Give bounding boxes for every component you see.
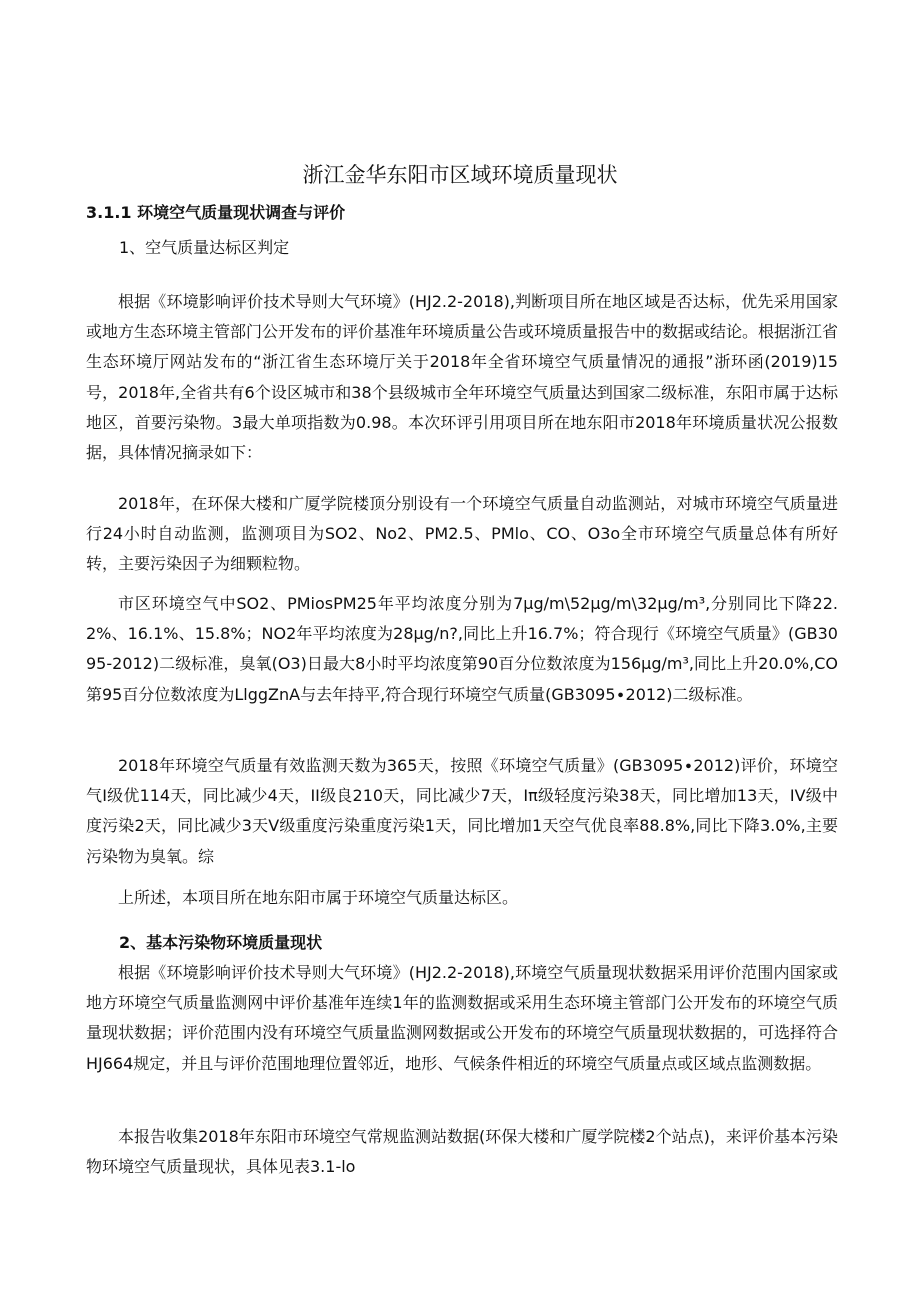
paragraph-attainment-basis: 根据《环境影响评价技术导则大气环境》(HJ2.2-2018),判断项目所在地区域是否达标，优先采用国家或地方生态环境主管部门公开发布的评价基准年环境质量公告或环境质量报告中的数据或结论。根据浙江省生态环境厅网站发布的“浙江省生态环境厅关于2018年全省环境空气质量情况的通报”浙环函(2019)15号，2018年,全省共有6个设区城市和38个县级城市全年环境空气质量达到国家二级标准，东阳市属于达标地区，首要污染物。3最大单项指数为0.98。本次环评引用项目所在地东阳市2018年环境质量状况公报数据，具体情况摘录如下：	[86, 292, 839, 463]
paragraph-conclusion: 上所述，本项目所在地东阳市属于环境空气质量达标区。	[118, 888, 519, 907]
paragraph-data-source-requirement: 根据《环境影响评价技术导则大气环境》(HJ2.2-2018),环境空气质量现状数据采用评价范围内国家或地方环境空气质量监测网中评价基准年连续1年的监测数据或采用生态环境主管部门公开发布的环境空气质量现状数据；评价范围内没有环境空气质量监测网数据或公开发布的环境空气质量现状数据的，可选择符合HJ664规定，并且与评价范围地理位置邻近，地形、气候条件相近的环境空气质量点或区域点监测数据。	[86, 963, 839, 1073]
section-heading-3-1-1: 3.1.1 环境空气质量现状调查与评价	[86, 203, 346, 222]
subsection-heading-2: 2、基本污染物环境质量现状	[119, 933, 323, 952]
paragraph-pollutant-concentrations: 市区环境空气中SO2、PMiosPM25年平均浓度分别为7μg∕m\52μg∕m\32μg∕m³,分别同比下降22.2%、16.1%、15.8%；NO2年平均浓度为28μg∕n?,同比上升16.7%；符合现行《环境空气质量》(GB3095-2012)二级标准，臭氧(O3)日最大8小时平均浓度第90百分位数浓度为156μg∕m³,同比上升20.0%,CO第95百分位数浓度为LlggZnA与去年持平,符合现行环境空气质量(GB3095∙2012)二级标准。	[86, 594, 838, 704]
subsection-heading-1: 1、空气质量达标区判定	[119, 238, 290, 257]
paragraph-monitoring-days: 2018年环境空气质量有效监测天数为365天，按照《环境空气质量》(GB3095∙2012)评价，环境空气I级优114天，同比减少4天，II级良210天，同比减少7天，Iπ级轻度污染38天，同比增加13天，IV级中度污染2天，同比减少3天V级重度污染重度污染1天，同比增加1天空气优良率88.8%,同比下降3.0%,主要污染物为臭氧。综	[86, 756, 838, 866]
document-title: 浙江金华东阳市区域环境质量现状	[302, 163, 618, 187]
paragraph-data-collection: 本报告收集2018年东阳市环境空气常规监测站数据(环保大楼和广厦学院楼2个站点)，来评价基本污染物环境空气质量现状，具体见表3.1-lo	[86, 1127, 838, 1177]
paragraph-monitoring-stations: 2018年，在环保大楼和广厦学院楼顶分别设有一个环境空气质量自动监测站，对城市环境空气质量进行24小时自动监测，监测项目为SO2、No2、PM2.5、PMlo、CO、O3o全市环境空气质量总体有所好转，主要污染因子为细颗粒物。	[86, 494, 838, 574]
